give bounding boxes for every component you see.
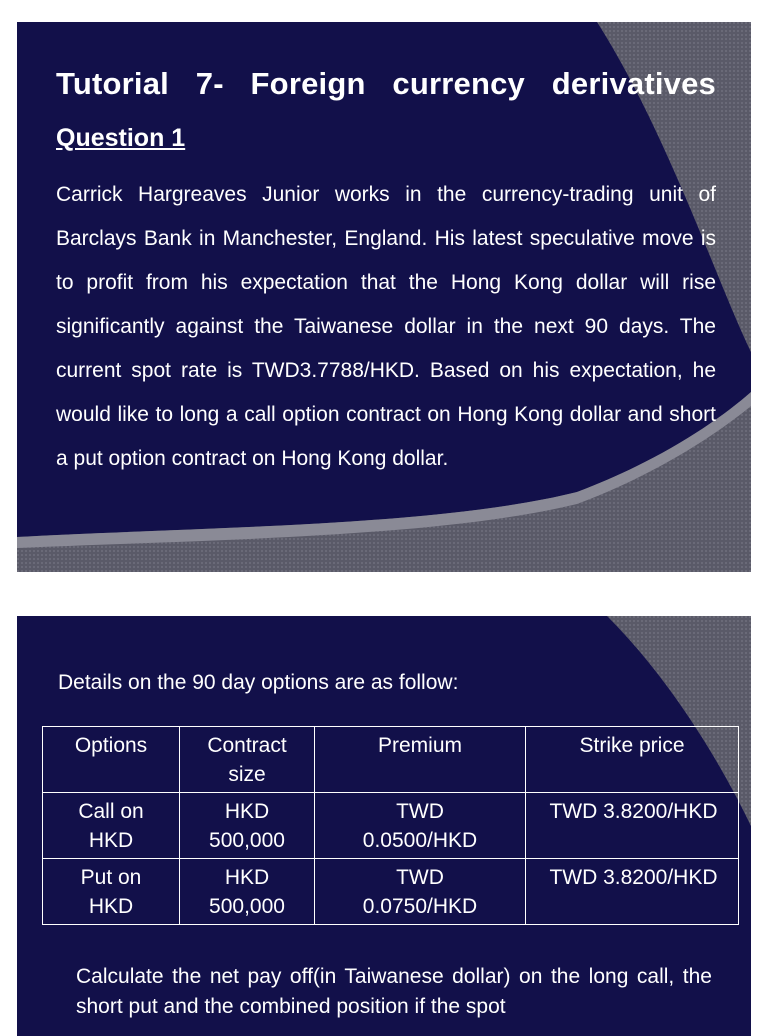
table-row xyxy=(43,859,739,925)
options-table xyxy=(42,726,739,925)
table-cell: Call on HKD xyxy=(43,793,180,859)
options-intro: Details on the 90 day options are as follow: xyxy=(58,671,459,694)
question-body: Carrick Hargreaves Junior works in the currency-trading unit of Barclays Bank in Manchester, England. His latest speculative move is to profit from his expectation that the Hong Kong dollar will rise significantly against the Taiwanese dollar in the next 90 days. The current spot rate is TWD3.7788/HKD. Based on his expectation, he would like to long a call option contract on Hong Kong dollar and short a put option contract on Hong Kong dollar. xyxy=(56,183,716,470)
table-cell: TWD 0.0750/HKD xyxy=(315,859,526,925)
table-header-cell: Strike price xyxy=(526,727,739,793)
table-header-cell: Premium xyxy=(315,727,526,793)
table-cell: Put on HKD xyxy=(43,859,180,925)
table-cell: HKD 500,000 xyxy=(180,793,315,859)
slide-2 xyxy=(17,616,751,1036)
table-cell: TWD 3.8200/HKD xyxy=(526,859,739,925)
question-instruction: Calculate the net pay off(in Taiwanese dollar) on the long call, the short put and the combined position if the spot xyxy=(76,965,712,1018)
table-cell: TWD 3.8200/HKD xyxy=(526,793,739,859)
table-row xyxy=(43,793,739,859)
table-header-cell: Contract size xyxy=(180,727,315,793)
table-cell: TWD 0.0500/HKD xyxy=(315,793,526,859)
slide-1 xyxy=(17,22,751,572)
table-cell: HKD 500,000 xyxy=(180,859,315,925)
table-header-row xyxy=(43,727,739,793)
slide-title: Tutorial 7- Foreign currency derivatives xyxy=(56,66,716,101)
question-heading: Question 1 xyxy=(56,124,186,152)
table-header-cell: Options xyxy=(43,727,180,793)
